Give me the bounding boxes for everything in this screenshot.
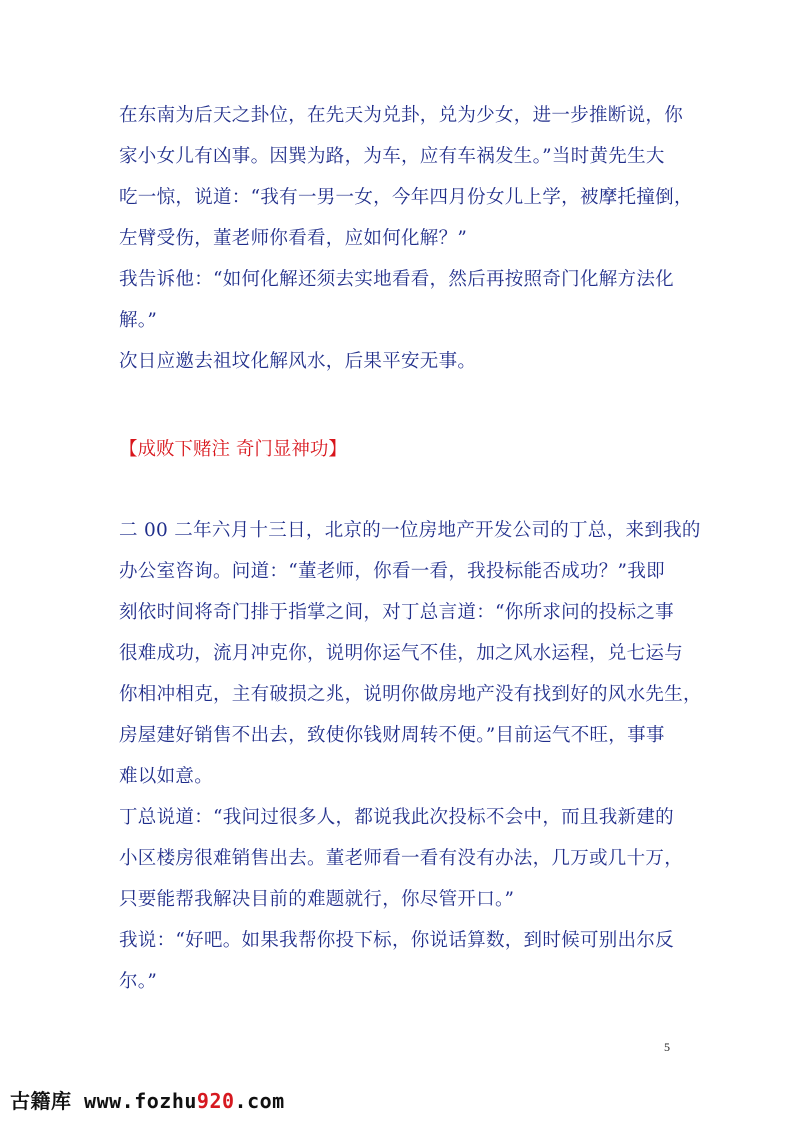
footer-site-prefix: 古籍库 www.fozhu bbox=[10, 1089, 197, 1113]
paragraph-2 bbox=[119, 510, 702, 1002]
text-line: 尔。” bbox=[119, 971, 158, 992]
watermark-footer bbox=[10, 1085, 285, 1114]
section-heading: 【成败下赌注 奇门显神功】 bbox=[119, 439, 347, 460]
paragraph-1 bbox=[119, 95, 693, 382]
text-line: 在东南为后天之卦位，在先天为兑卦，兑为少女，进一步推断说，你 bbox=[119, 105, 684, 126]
footer-site-suffix: .com bbox=[234, 1089, 285, 1113]
text-line: 家小女儿有凶事。因巽为路，为车，应有车祸发生。”当时黄先生大 bbox=[119, 146, 665, 167]
footer-site-number: 920 bbox=[196, 1089, 235, 1113]
text-line: 吃一惊，说道：“我有一男一女，今年四月份女儿上学，被摩托撞倒， bbox=[119, 187, 693, 208]
text-line: 房屋建好销售不出去，致使你钱财周转不便。”目前运气不旺，事事 bbox=[119, 725, 665, 746]
text-line: 解。” bbox=[119, 310, 158, 331]
text-line: 只要能帮我解决目前的难题就行，你尽管开口。” bbox=[119, 889, 515, 910]
text-line: 小区楼房很难销售出去。董老师看一看有没有办法，几万或几十万， bbox=[119, 848, 684, 869]
text-line: 我告诉他：“如何化解还须去实地看看，然后再按照奇门化解方法化 bbox=[119, 269, 674, 290]
page-number: 5 bbox=[664, 1040, 670, 1054]
text-line: 你相冲相克，主有破损之兆，说明你做房地产没有找到好的风水先生， bbox=[119, 684, 702, 705]
text-line: 刻依时间将奇门排于指掌之间，对丁总言道：“你所求问的投标之事 bbox=[119, 602, 674, 623]
text-line: 左臂受伤，董老师你看看，应如何化解？” bbox=[119, 228, 468, 249]
text-line: 我说：“好吧。如果我帮你投下标，你说话算数，到时候可别出尔反 bbox=[119, 930, 674, 951]
text-line: 办公室咨询。问道：“董老师，你看一看，我投标能否成功？”我即 bbox=[119, 561, 665, 582]
text-line: 次日应邀去祖坟化解风水，后果平安无事。 bbox=[119, 351, 477, 372]
text-line: 难以如意。 bbox=[119, 766, 214, 787]
text-line: 很难成功，流月冲克你，说明你运气不佳，加之风水运程，兑七运与 bbox=[119, 643, 684, 664]
text-line: 二 00 二年六月十三日，北京的一位房地产开发公司的丁总，来到我的 bbox=[119, 520, 701, 541]
text-line: 丁总说道：“我问过很多人，都说我此次投标不会中，而且我新建的 bbox=[119, 807, 674, 828]
